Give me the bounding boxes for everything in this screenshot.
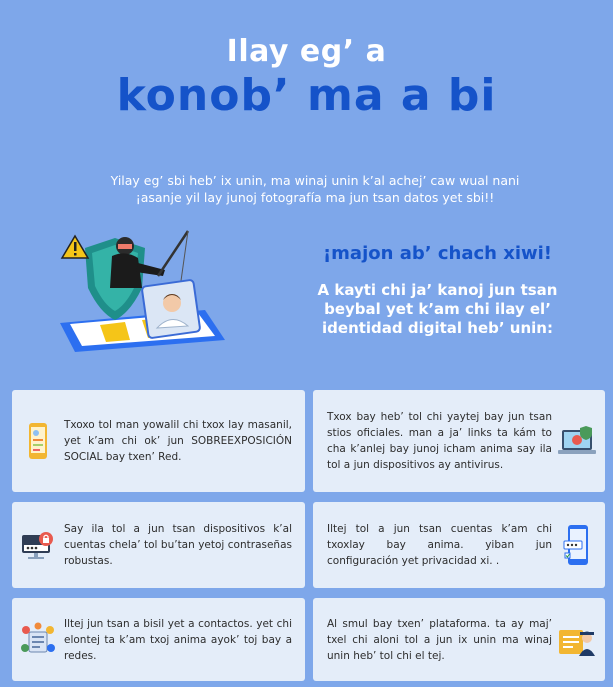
callout-headline: ¡majon ab’ chach xiwi!: [322, 243, 553, 264]
intro-text: [60, 172, 570, 206]
phishing-illustration: [30, 228, 250, 353]
tip-text-5: Iltej jun tsan a bisil yet a contactos. yet chi elontej ta k’am txoj anima ayok’ toj bay a redes.: [64, 617, 292, 662]
tip-card-1: [12, 390, 305, 492]
tip-card-2: [313, 390, 605, 492]
intro-line-1: Yilay eg’ sbi heb’ ix unin, ma winaj unin k’al achej’ caw wual nani: [110, 173, 520, 188]
tip-text-2: Txox bay heb’ tol chi yaytej bay jun tsan stios oficiales. man a ja’ links ta kám to cha k’anlej bay junoj icham anima say ila tol a jun dispositivos ay antivirus.: [327, 411, 552, 471]
tip-card-3: [12, 502, 305, 588]
contacts-network-icon: [12, 622, 64, 658]
password-lock-icon: [12, 531, 64, 559]
report-police-icon: [552, 622, 602, 658]
title-line-2: konob’ ma a bi: [116, 70, 497, 121]
tip-card-4: [313, 502, 605, 588]
tip-card-6: [313, 598, 605, 681]
callout-subhead: A kayti chi ja’ kanoj jun tsan beybal yet k’am chi ilay el’ identidad digital heb’ unin:: [317, 281, 558, 337]
smartphone-social-icon: [12, 421, 64, 461]
tip-text-3: Say ila tol a jun tsan dispositivos k’al cuentas chela’ tol bu’tan yetoj contraseñas robustas.: [64, 523, 292, 567]
phishing-hacker-icon: [30, 228, 250, 353]
tip-text-6: Al smul bay txen’ plataforma. ta ay maj’ txel chi aloni tol a jun ix unin ma winaj unin heb’ tol chi el tej.: [327, 617, 552, 662]
phone-privacy-icon: [552, 523, 602, 567]
tip-text-4: Iltej tol a jun tsan cuentas k’am chi txoxlay bay anima. yiban jun configuración yet privacidad xi. .: [327, 523, 552, 567]
tip-card-5: [12, 598, 305, 681]
title-line-1: Ilay eg’ a: [226, 34, 387, 69]
intro-line-2: ¡asanje yil lay junoj fotografía ma jun tsan datos yet sbi!!: [135, 190, 495, 205]
laptop-antivirus-icon: [552, 424, 602, 458]
tip-text-1: Txoxo tol man yowalil chi txox lay masanil, yet k’am chi ok’ jun SOBREEXPOSICIÓN SOCIAL bay txen’ Red.: [64, 419, 292, 463]
